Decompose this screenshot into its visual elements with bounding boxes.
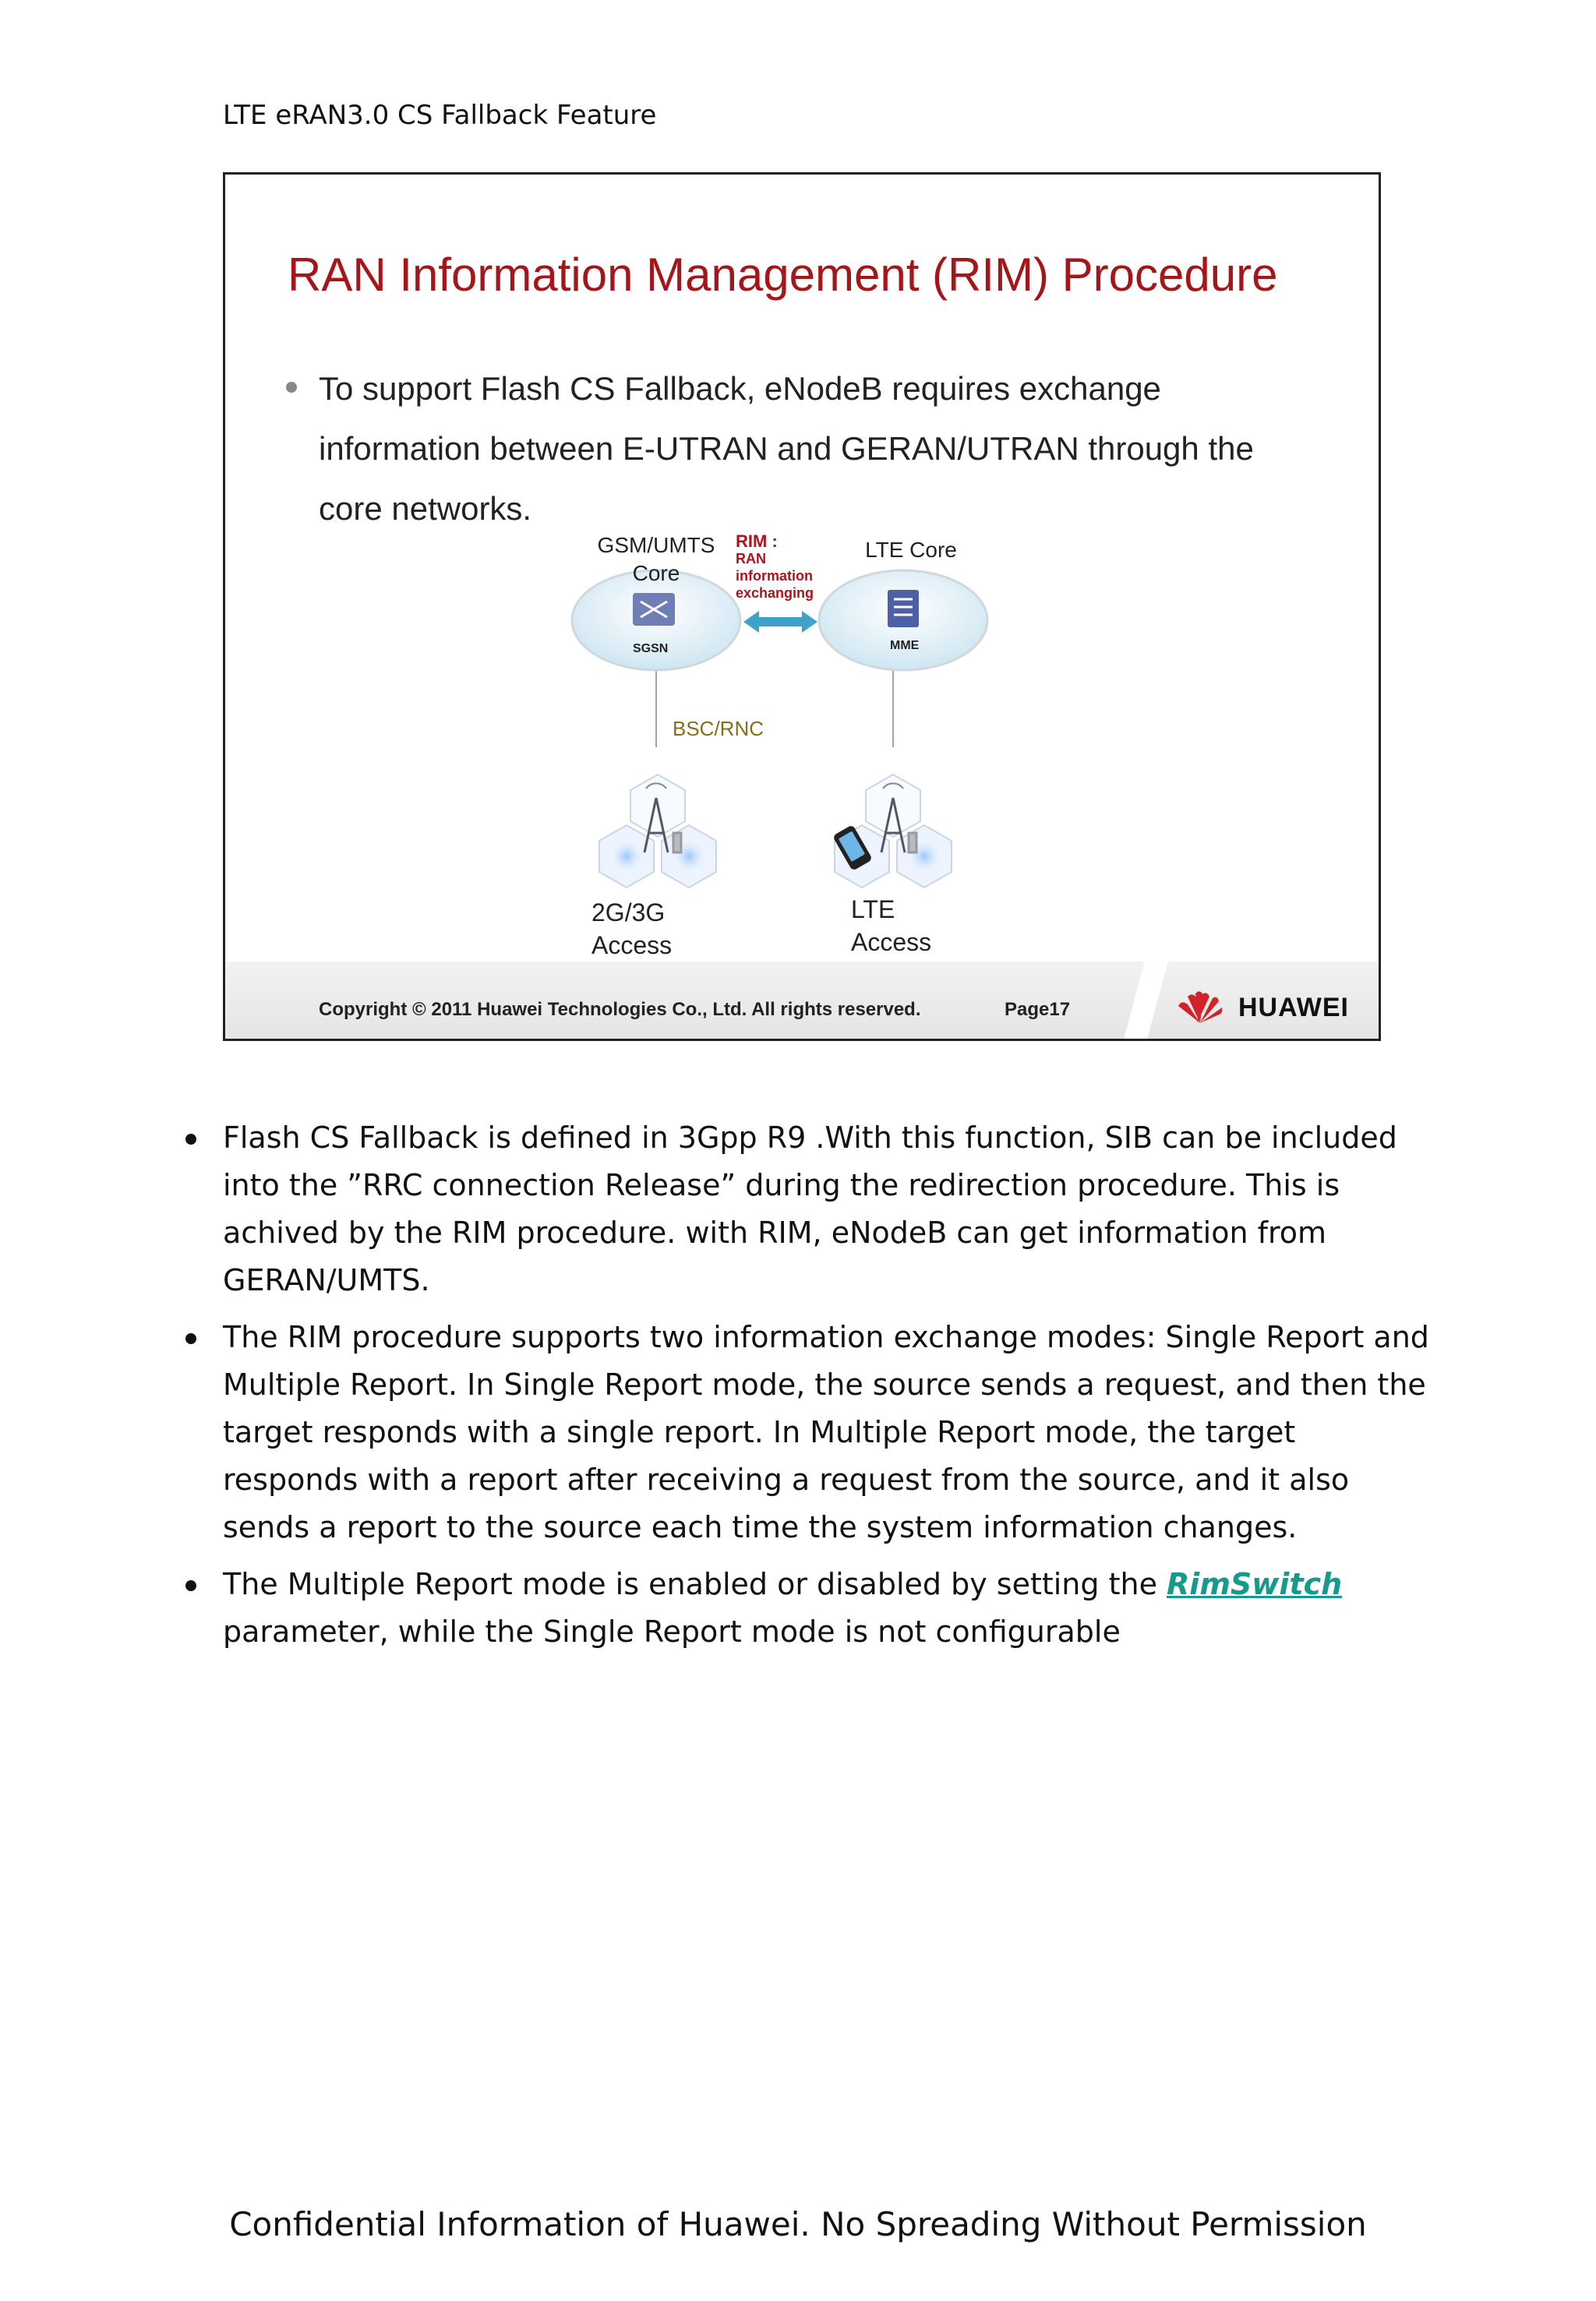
access-2g3g-line1: 2G/3G — [591, 898, 666, 926]
gsm-core-label — [584, 531, 729, 588]
slide-title: RAN Information Management (RIM) Procedure — [288, 249, 1278, 301]
access-lte-line1: LTE — [851, 895, 895, 923]
bsc-rnc-label: BSC/RNC — [673, 717, 764, 740]
slide-brand: HUAWEI — [1238, 993, 1349, 1022]
rim-line4: exchanging — [736, 585, 814, 601]
slide-copyright: Copyright © 2011 Huawei Technologies Co., Ltd. All rights reserved. — [319, 999, 921, 1020]
access-2g3g-cells — [599, 775, 716, 888]
lte-core-label: LTE Core — [865, 538, 957, 562]
bullet-icon — [185, 1580, 196, 1591]
slide-bullet-text: To support Flash CS Fallback, eNodeB requires exchange information between E-UTRAN and GERAN/UTRAN through the core networks. — [319, 370, 1254, 527]
sgsn-label: SGSN — [633, 642, 669, 655]
rim-line2: RAN — [736, 551, 766, 566]
access-2g3g-line2: Access — [591, 931, 673, 959]
slide-page-number: Page17 — [1005, 999, 1071, 1020]
mme-icon — [888, 590, 919, 627]
access-lte-label — [851, 893, 931, 958]
body-bullet-3-text-pre: The Multiple Report mode is enabled or disabled by setting the — [223, 1567, 1167, 1601]
access-lte-line2: Access — [851, 928, 932, 956]
body-bullet-2 — [223, 1314, 1439, 1551]
body-bullet-3 — [223, 1561, 1439, 1656]
document-header: LTE eRAN3.0 CS Fallback Feature — [223, 100, 657, 131]
bullet-icon — [185, 1134, 196, 1145]
slide-image — [223, 172, 1381, 1041]
rim-line3: information — [736, 568, 813, 584]
rimswitch-link[interactable]: RimSwitch — [1167, 1567, 1343, 1601]
access-2g3g-label — [591, 896, 672, 962]
gsm-core-line2: Core — [632, 561, 680, 585]
confidential-footer: Confidential Information of Huawei. No Spreading Without Permission — [229, 2205, 1367, 2243]
rim-diagram — [225, 175, 1381, 959]
mme-label: MME — [890, 639, 920, 652]
gsm-core-line1: GSM/UMTS — [597, 533, 715, 557]
body-bullet-1 — [223, 1114, 1439, 1304]
rim-line1: RIM : — [736, 531, 778, 551]
rim-exchange-arrow — [743, 611, 817, 633]
body-bullet-1-text: Flash CS Fallback is defined in 3Gpp R9 .With this function, SIB can be included into the ”RRC connection Release” during the redirection procedure. This is achived by the RIM procedure. with RIM, eNodeB can get information from GERAN/UMTS. — [223, 1121, 1397, 1297]
rim-label — [736, 533, 814, 602]
body-bullet-list — [223, 1114, 1439, 1665]
bullet-icon — [185, 1333, 196, 1344]
huawei-logo-icon — [1172, 987, 1228, 1026]
body-bullet-2-text: The RIM procedure supports two information exchange modes: Single Report and Multiple Report. In Single Report mode, the source sends a request, and then the target responds with a single report. In Multiple Report mode, the target responds with a report after receiving a request from the source, and it also sends a report to the source each time the system information changes. — [223, 1320, 1429, 1544]
body-bullet-3-text-post: parameter, while the Single Report mode is not configurable — [223, 1615, 1121, 1649]
